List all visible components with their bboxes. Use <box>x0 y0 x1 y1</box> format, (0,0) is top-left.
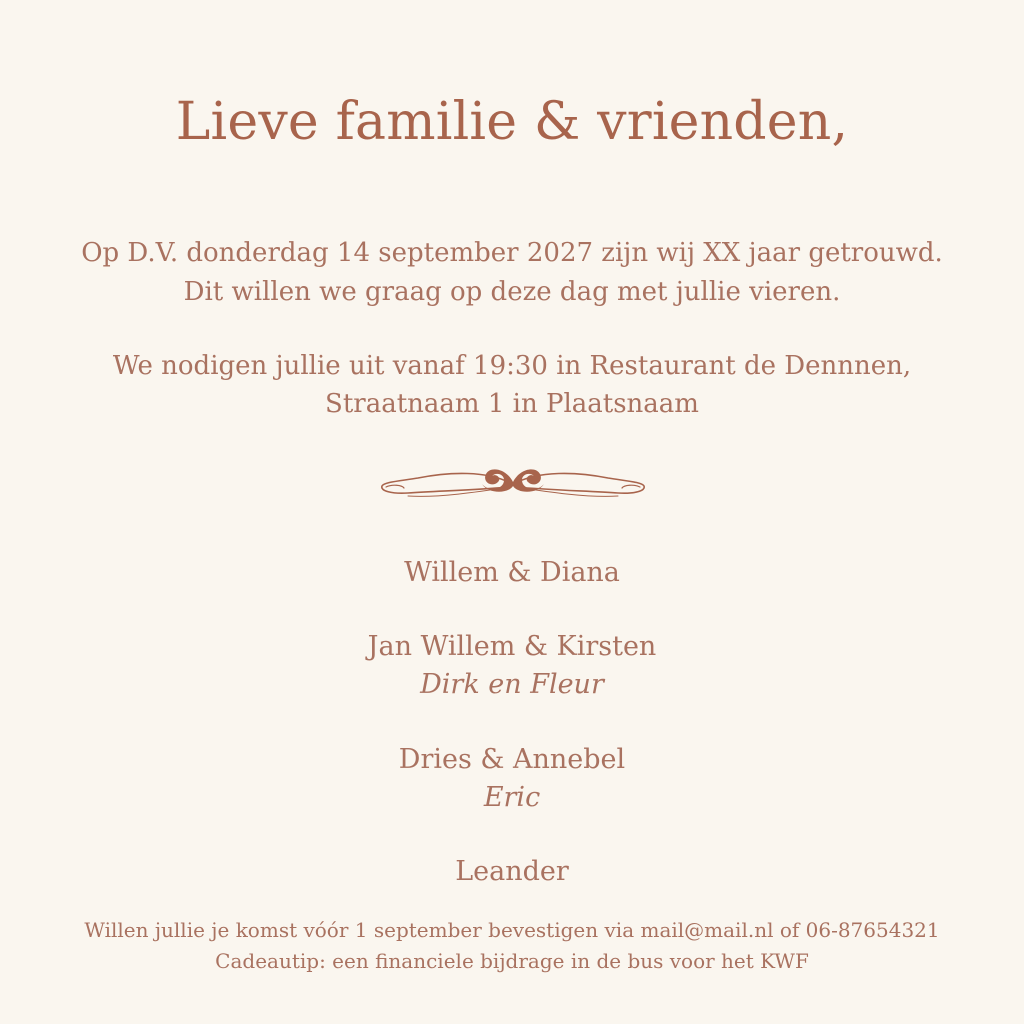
family-couple-dries-annebel: Dries & Annebel <box>398 744 626 775</box>
rsvp-note: Willen jullie je komst vóór 1 september bevestigen via mail@mail.nl of 06-87654321 <box>84 918 940 942</box>
family-child-eric: Eric <box>483 782 541 813</box>
greeting-heading: Lieve familie & vrienden, <box>175 92 849 152</box>
family-children-dirk-fleur: Dirk en Fleur <box>420 669 604 700</box>
message-line-celebrate: Dit willen we graag op deze dag met jullie vieren. <box>183 277 841 307</box>
flourish-divider-icon <box>378 460 648 506</box>
message-line-venue: We nodigen jullie uit vanaf 19:30 in Restaurant de Dennnen, <box>112 351 912 381</box>
message-line-date: Op D.V. donderdag 14 september 2027 zijn wij XX jaar getrouwd. <box>81 238 943 268</box>
family-couple-willem-diana: Willem & Diana <box>404 557 620 588</box>
family-couple-jan-willem-kirsten: Jan Willem & Kirsten <box>367 631 657 662</box>
family-member-leander: Leander <box>455 856 569 887</box>
message-line-address: Straatnaam 1 in Plaatsnaam <box>325 389 699 419</box>
gift-tip-note: Cadeautip: een financiele bijdrage in de bus voor het KWF <box>215 949 809 973</box>
